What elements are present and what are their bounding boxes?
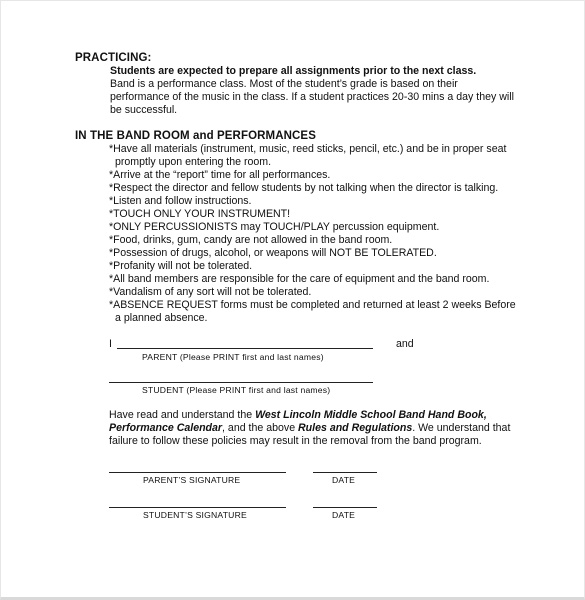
rule-line-5: *Listen and follow instructions. bbox=[109, 195, 252, 207]
rule-line-2: promptly upon entering the room. bbox=[115, 156, 272, 168]
rule-line-14: a planned absence. bbox=[115, 312, 208, 324]
student-date-line[interactable] bbox=[313, 507, 377, 508]
rule-line-8: *Food, drinks, gum, candy are not allowed in the band room. bbox=[109, 234, 393, 246]
parent-signature-line[interactable] bbox=[109, 472, 286, 473]
agreement-line-2 bbox=[109, 422, 510, 435]
parent-name-line[interactable] bbox=[117, 348, 373, 349]
rules-regulations-title: Rules and Regulations bbox=[298, 422, 413, 434]
rule-line-11: *All band members are responsible for the care of equipment and the band room. bbox=[109, 273, 490, 285]
rule-line-6: *TOUCH ONLY YOUR INSTRUMENT! bbox=[109, 208, 291, 220]
agreement-line-1-a: Have read and understand the bbox=[109, 409, 256, 421]
rule-line-13: *ABSENCE REQUEST forms must be completed and returned at least 2 weeks Before bbox=[109, 299, 516, 311]
practicing-bold-line: Students are expected to prepare all assignments prior to the next class. bbox=[110, 65, 477, 77]
rule-line-3: *Arrive at the “report” time for all performances. bbox=[109, 169, 331, 181]
parent-name-caption: PARENT (Please PRINT first and last names) bbox=[142, 352, 324, 362]
agreement-line-2-d: . We understand that bbox=[412, 422, 511, 434]
practicing-heading: PRACTICING: bbox=[75, 52, 152, 64]
student-name-line[interactable] bbox=[109, 382, 373, 383]
parent-signature-label: PARENT’S SIGNATURE bbox=[143, 475, 241, 485]
rule-line-10: *Profanity will not be tolerated. bbox=[109, 260, 253, 272]
rule-line-9: *Possession of drugs, alcohol, or weapons will NOT BE TOLERATED. bbox=[109, 247, 437, 259]
rule-line-4: *Respect the director and fellow students by not talking when the director is talking. bbox=[109, 182, 499, 194]
practicing-para-line-2: performance of the music in the class. If a student practices 20-30 mins a day they will bbox=[110, 91, 514, 103]
names-prefix: I bbox=[109, 338, 112, 350]
names-and: and bbox=[396, 338, 414, 350]
agreement-line-1 bbox=[109, 409, 487, 422]
rule-line-12: *Vandalism of any sort will not be tolerated. bbox=[109, 286, 312, 298]
performance-calendar-title: Performance Calendar bbox=[109, 422, 223, 434]
rule-line-7: *ONLY PERCUSSIONISTS may TOUCH/PLAY percussion equipment. bbox=[109, 221, 440, 233]
parent-date-label: DATE bbox=[332, 475, 356, 485]
student-date-label: DATE bbox=[332, 510, 356, 520]
parent-date-line[interactable] bbox=[313, 472, 377, 473]
agreement-line-3: failure to follow these policies may result in the removal from the band program. bbox=[109, 435, 482, 447]
handbook-title: West Lincoln Middle School Band Hand Book, bbox=[255, 409, 487, 421]
student-name-caption: STUDENT (Please PRINT first and last names) bbox=[142, 385, 331, 395]
band-room-heading: IN THE BAND ROOM and PERFORMANCES bbox=[75, 130, 316, 142]
practicing-para-line-3: be successful. bbox=[110, 104, 178, 116]
student-signature-label: STUDENT’S SIGNATURE bbox=[143, 510, 247, 520]
practicing-para-line-1: Band is a performance class. Most of the student’s grade is based on their bbox=[110, 78, 458, 90]
rule-line-1: *Have all materials (instrument, music, reed sticks, pencil, etc.) and be in proper seat bbox=[109, 143, 507, 155]
agreement-line-2-b: , and the above bbox=[222, 422, 299, 434]
student-signature-line[interactable] bbox=[109, 507, 286, 508]
